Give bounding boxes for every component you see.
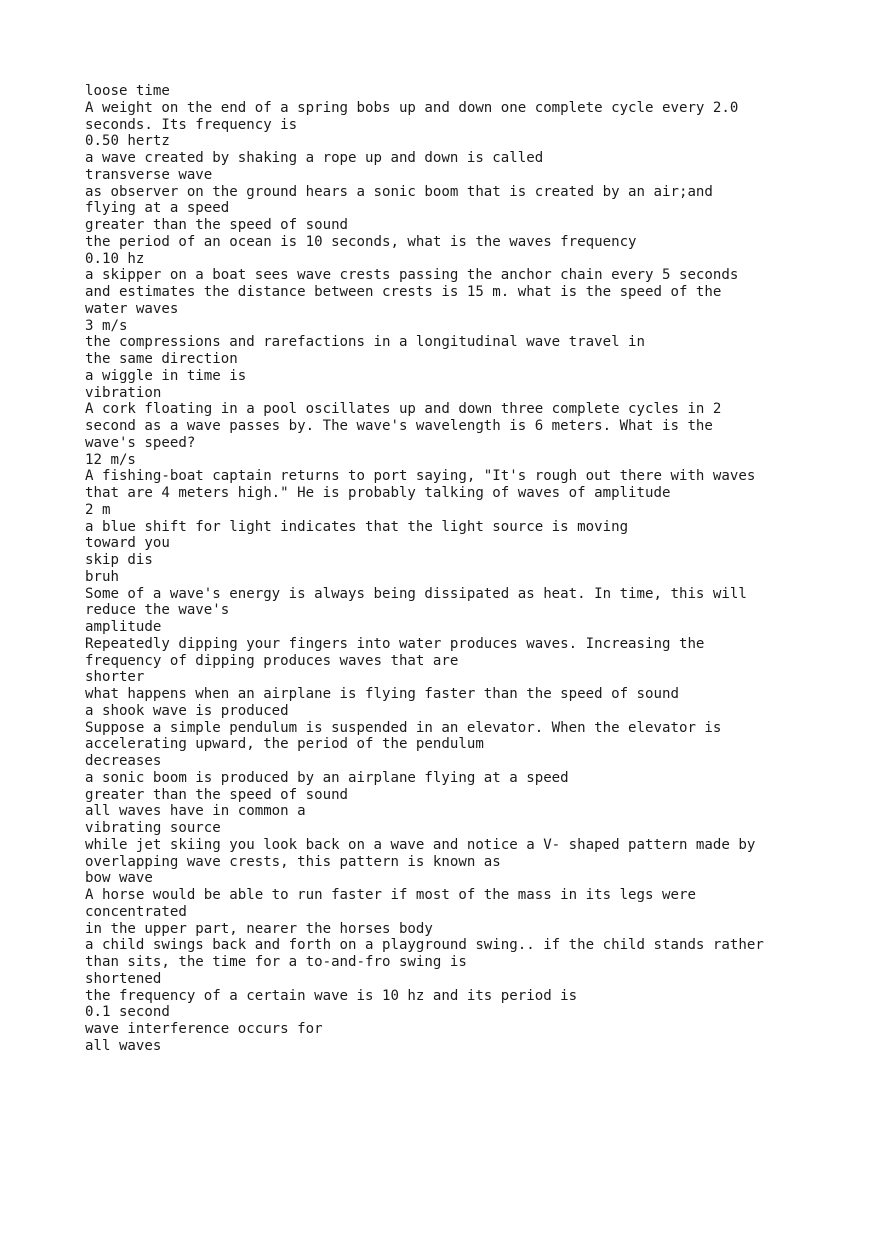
text-line: frequency of dipping produces waves that are (85, 652, 459, 669)
text-line: amplitude (85, 619, 162, 635)
text-line: Repeatedly dipping your fingers into water produces waves. Increasing the (85, 635, 705, 652)
text-line: 0.50 hertz (85, 133, 170, 150)
text-line: a blue shift for light indicates that the light source is moving (85, 518, 629, 535)
text-line: 2 m (85, 501, 111, 518)
text-line: 12 m/s (85, 451, 136, 468)
text-line: what happens when an airplane is flying faster than the speed of sound (85, 686, 679, 702)
text-line: vibrating source (85, 820, 221, 836)
text-line: all waves have in common a (85, 803, 306, 820)
text-line: the same direction (85, 351, 238, 367)
text-line: that are 4 meters high." He is probably talking of waves of amplitude (85, 485, 671, 501)
text-line: A weight on the end of a spring bobs up and down one complete cycle every 2.0 (85, 99, 739, 116)
text-line: reduce the wave's (85, 602, 230, 619)
text-line: 0.10 hz (85, 250, 145, 267)
text-line: the compressions and rarefactions in a longitudinal wave travel in (85, 334, 646, 351)
text-line: the period of an ocean is 10 seconds, what is the waves frequency (85, 233, 637, 250)
document-body (85, 83, 805, 1055)
text-line: greater than the speed of sound (85, 217, 349, 233)
text-line: a skipper on a boat sees wave crests passing the anchor chain every 5 seconds (85, 267, 739, 284)
text-line: A fishing-boat captain returns to port saying, "It's rough out there with waves (85, 468, 756, 485)
text-line: vibration (85, 384, 162, 401)
text-line: Suppose a simple pendulum is suspended in an elevator. When the elevator is (85, 719, 722, 736)
text-line: transverse wave (85, 166, 213, 183)
text-line: concentrated (85, 903, 187, 920)
text-line: shorter (85, 669, 145, 686)
text-line: A horse would be able to run faster if most of the mass in its legs were (85, 887, 696, 903)
text-line: accelerating upward, the period of the pendulum (85, 736, 484, 753)
text-line: a wave created by shaking a rope up and down is called (85, 150, 544, 166)
text-line: decreases (85, 753, 162, 769)
text-line: a sonic boom is produced by an airplane flying at a speed (85, 769, 569, 786)
text-line: and estimates the distance between crests is 15 m. what is the speed of the (85, 284, 722, 300)
text-line: bruh (85, 568, 119, 585)
text-line: in the upper part, nearer the horses body (85, 920, 433, 937)
text-line: as observer on the ground hears a sonic boom that is created by an air;and (85, 183, 713, 200)
text-line: toward you (85, 535, 170, 552)
text-line: flying at a speed (85, 200, 230, 217)
text-line: A cork floating in a pool oscillates up and down three complete cycles in 2 (85, 401, 722, 418)
text-line: shortened (85, 970, 162, 987)
text-line: greater than the speed of sound (85, 786, 349, 803)
text-line: a shook wave is produced (85, 702, 289, 719)
text-line: the frequency of a certain wave is 10 hz and its period is (85, 987, 578, 1004)
text-line: all waves (85, 1037, 162, 1054)
text-line: while jet skiing you look back on a wave and notice a V- shaped pattern made by (85, 836, 756, 853)
text-line: a child swings back and forth on a playground swing.. if the child stands rather (85, 937, 764, 954)
text-line: 3 m/s (85, 317, 128, 334)
text-line: loose time (85, 83, 170, 99)
text-line: wave's speed? (85, 434, 196, 451)
text-line: second as a wave passes by. The wave's wavelength is 6 meters. What is the (85, 418, 713, 434)
text-line: a wiggle in time is (85, 367, 247, 384)
text-line: than sits, the time for a to-and-fro swing is (85, 954, 467, 970)
text-line: 0.1 second (85, 1004, 170, 1021)
text-line: bow wave (85, 870, 153, 887)
text-line: overlapping wave crests, this pattern is known as (85, 853, 501, 870)
text-line: skip dis (85, 552, 153, 568)
text-line: water waves (85, 300, 179, 317)
text-line: seconds. Its frequency is (85, 116, 298, 133)
text-line: Some of a wave's energy is always being dissipated as heat. In time, this will (85, 585, 747, 602)
text-line: wave interference occurs for (85, 1021, 323, 1037)
